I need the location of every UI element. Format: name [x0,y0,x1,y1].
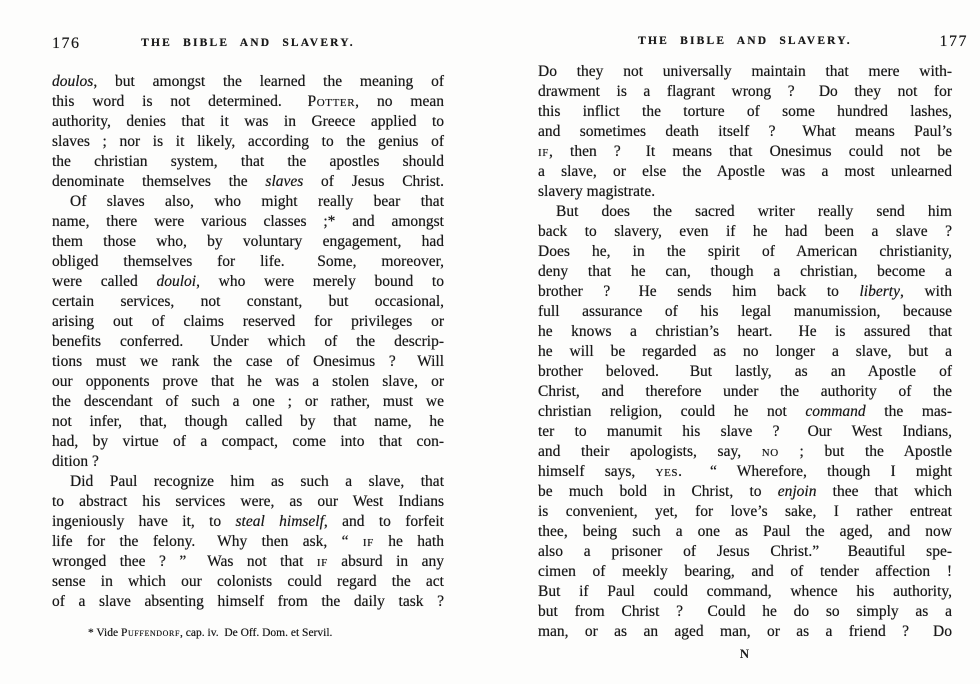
text-line [52,92,444,112]
text-run: ; but the Apostle [778,443,952,460]
small-caps-text: if [538,143,549,160]
text-run: slavery magistrate. [538,183,656,200]
signature-mark: N [739,646,751,661]
text-line [538,302,952,322]
text-run: life for the felony. Why then ask, “ [52,533,363,550]
text-line [538,342,952,362]
text-run: benefits conferred. Under which of the descrip- [52,333,444,350]
text-line [538,602,952,622]
text-run: cimen of meekly bearing, and of tender affection ! [538,563,952,580]
page-177-body-text [538,62,952,642]
text-run: to abstract his services were, as our West Indians [52,493,444,510]
text-run: dition ? [52,453,99,470]
text-run: absurd in any [327,553,444,570]
text-run: and their apologists, say, [538,443,762,460]
text-run: had, by virtue of a compact, come into that con- [52,433,444,450]
text-line [52,472,444,492]
text-line [52,292,444,312]
text-run: and sometimes death itself ? What means Paul’s [538,123,952,140]
text-run: , cap. iv. De Off. Dom. et Servil. [180,627,333,639]
text-line [538,562,952,582]
text-run: name, there were various classes ;* and amongst [52,213,444,230]
running-title-left: THE BIBLE AND SLAVERY. [141,37,355,49]
text-line [52,212,444,232]
text-run: arising out of claims reserved for privileges or [52,313,444,330]
text-line [52,72,444,92]
text-line [538,142,952,162]
text-line [52,312,444,332]
italic-text: enjoin [777,483,817,500]
text-line [538,402,952,422]
text-run: the christian system, that the apostles should [52,153,444,170]
text-run: himself says, [538,463,656,480]
text-run: ter to manumit his slave ? Our West Indians, [538,423,952,440]
text-line [52,112,444,132]
text-line [52,372,444,392]
text-line [52,392,444,412]
text-line [52,172,444,192]
text-run: wronged thee ? ” Was not that [52,553,317,570]
text-run: * Vide [88,627,121,639]
text-line [538,462,952,482]
text-line [538,582,952,602]
text-line [538,82,952,102]
text-run: is convenient, yet, for love’s sake, I rather entreat [538,503,952,520]
text-run: , no mean [355,93,444,110]
text-run: , with [899,283,952,300]
text-line [538,122,952,142]
text-line [52,332,444,352]
page-number-left: 176 [52,35,81,52]
text-run: also a prisoner of Jesus Christ.” Beautiful spe- [538,543,952,560]
text-run: authority, denies that it was in Greece applied to [52,113,444,130]
text-line [538,162,952,182]
text-line [538,542,952,562]
text-line [538,382,952,402]
text-run: back to slavery, even if he had been a slave ? [538,223,952,240]
footnote [52,626,444,641]
text-run: thee, being such a one as Paul the aged, and now [538,523,952,540]
text-line [538,522,952,542]
text-run: be much bold in Christ, to [538,483,778,500]
text-line [538,202,952,222]
text-run: Christ, and therefore under the authority of the [538,383,952,400]
text-line [52,352,444,372]
text-run: them those who, by voluntary engagement, had [52,233,444,250]
text-line [538,442,952,462]
italic-text: liberty [859,283,900,300]
text-run: . “ Wherefore, though I might [678,463,953,480]
text-run: he hath [373,533,444,550]
text-run: Does he, in the spirit of American christianity, [538,243,952,260]
text-run: the mas- [865,403,952,420]
text-run: he knows a christian’s heart. He is assured that [538,323,952,340]
text-run: But if Paul could command, whence his authority, [538,583,952,600]
text-line [52,132,444,152]
text-run: Of slaves also, who might really bear that [70,193,444,210]
text-line [52,412,444,432]
text-line [52,512,444,532]
text-run: certain services, not constant, but occasional, [52,293,444,310]
text-line [538,362,952,382]
text-run: , and to forfeit [323,513,444,530]
text-run: but from Christ ? Could he do so simply as a [538,603,952,620]
text-line [538,482,952,502]
text-line [538,242,952,262]
small-caps-text: if [316,553,328,570]
text-line [52,552,444,572]
text-run: thee that which [816,483,952,500]
small-caps-text: no [761,443,779,460]
small-caps-text: if [362,533,374,550]
text-run: this word is not determined. [52,93,308,110]
italic-text: command [805,403,866,420]
text-line [538,262,952,282]
text-line [538,422,952,442]
text-run: deny that he can, though a christian, become a [538,263,952,280]
text-run: Did Paul recognize him as such a slave, that [70,473,444,490]
text-line [52,452,444,472]
text-line [52,572,444,592]
text-run: brother beloved. But lastly, as an Apostle of [538,363,952,380]
text-run: christian religion, could he not [538,403,806,420]
text-run: full assurance of his legal manumission, because [538,303,952,320]
text-run: he will be regarded as no longer a slave, but a [538,343,952,360]
text-run: , who were merely bound to [196,273,444,290]
text-run: the descendant of such a one ; or rather, must we [52,393,444,410]
page-header-right [538,33,968,55]
italic-text: doulos [52,73,94,90]
text-run: denominate themselves the [52,173,266,190]
running-title-right: THE BIBLE AND SLAVERY. [638,35,852,47]
page-number-right: 177 [939,33,968,50]
italic-text: steal himself [235,513,324,530]
text-run: slaves ; nor is it likely, according to the genius of [52,133,444,150]
text-line [538,282,952,302]
text-run: Do they not universally maintain that mere with- [538,63,952,80]
text-line [52,152,444,172]
text-line [538,322,952,342]
page-176-body-text [52,72,444,612]
text-run: , then ? It means that Onesimus could not be [548,143,952,160]
text-run: brother ? He sends him back to [538,283,860,300]
text-line [538,62,952,82]
text-line [52,252,444,272]
text-line [52,432,444,452]
text-line [538,102,952,122]
text-run: But does the sacred writer really send him [556,203,952,220]
text-run: ingeniously have it, to [52,513,236,530]
text-run: our opponents prove that he was a stolen slave, or [52,373,444,390]
page-header-left [52,37,444,57]
text-line [52,592,444,612]
small-caps-text: Potter [307,93,356,110]
text-line [538,222,952,242]
italic-text: douloi [156,273,197,290]
small-caps-text: yes [655,463,679,480]
text-run: not infer, that, though called by that name, he [52,413,444,430]
text-run: of Jesus Christ. [303,173,444,190]
text-run: this inflict the torture of some hundred lashes, [538,103,952,120]
text-run: a slave, or else the Apostle was a most unlearned [538,163,952,180]
text-run: , but amongst the learned the meaning of [93,73,444,90]
text-run: man, or as an aged man, or as a friend ? Do [538,623,952,640]
text-run: tions must we rank the case of Onesimus ? Will [52,353,444,370]
text-line [52,192,444,212]
text-line [52,232,444,252]
text-run: obliged themselves for life. Some, moreover, [52,253,444,270]
text-line [52,532,444,552]
text-run: were called [52,273,157,290]
text-run: drawment is a flagrant wrong ? Do they not for [538,83,952,100]
small-caps-text: Puffendorf [120,627,181,639]
text-line [52,492,444,512]
italic-text: slaves [265,173,304,190]
text-run: of a slave absenting himself from the daily task ? [52,593,444,610]
text-run: sense in which our colonists could regard the act [52,573,444,590]
text-line [538,622,952,642]
page-177 [490,0,980,684]
text-line [52,272,444,292]
text-line [538,182,952,202]
text-line [538,502,952,522]
